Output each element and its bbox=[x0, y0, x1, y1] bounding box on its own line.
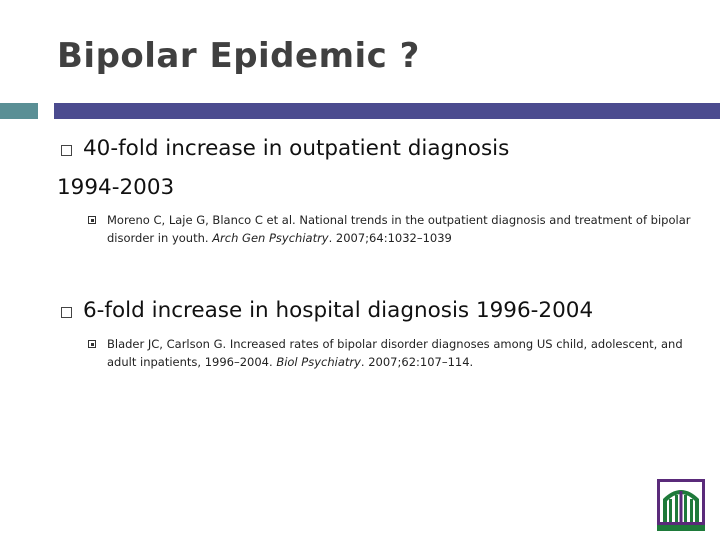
institution-logo-icon bbox=[655, 477, 707, 533]
reference-2 bbox=[107, 335, 692, 371]
bullet-1-text-line1: 40-fold increase in outpatient diagnosis bbox=[83, 136, 510, 161]
accent-bar-main bbox=[54, 103, 720, 119]
slide-title: Bipolar Epidemic ? bbox=[57, 36, 420, 76]
reference-1 bbox=[107, 211, 692, 247]
bullet-square-icon bbox=[61, 307, 72, 318]
bullet-square-icon bbox=[61, 145, 72, 156]
reference-1-authors: Moreno C, Laje G, Blanco C et al. National trends in the outpatient diagnosis and treatment of bipolar disorder in youth. bbox=[107, 213, 691, 245]
sub-bullet-icon bbox=[88, 340, 96, 348]
bullet-2-text: 6-fold increase in hospital diagnosis 1996-2004 bbox=[83, 298, 594, 323]
reference-1-journal: Arch Gen Psychiatry bbox=[212, 231, 329, 245]
sub-bullet-icon bbox=[88, 216, 96, 224]
reference-2-authors: Blader JC, Carlson G. Increased rates of bipolar disorder diagnoses among US child, adolescent, and adult inpatients, 1996–2004. bbox=[107, 337, 683, 369]
bullet-1-text-line2: 1994-2003 bbox=[57, 175, 175, 200]
accent-bar-left bbox=[0, 103, 38, 119]
reference-1-citation: . 2007;64:1032–1039 bbox=[328, 231, 452, 245]
reference-2-journal: Biol Psychiatry bbox=[276, 355, 361, 369]
reference-2-citation: . 2007;62:107–114. bbox=[360, 355, 474, 369]
